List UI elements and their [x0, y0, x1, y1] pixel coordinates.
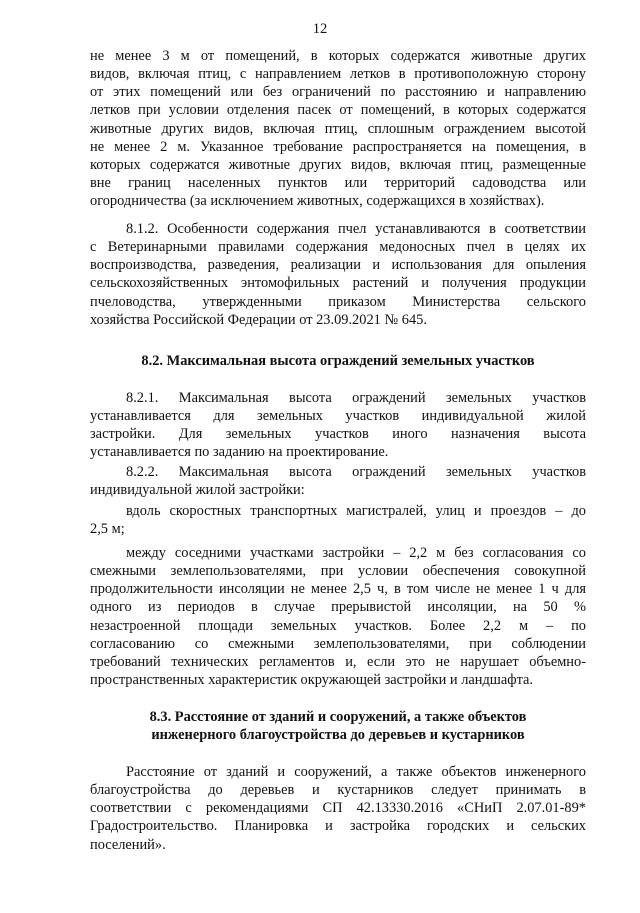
- text-line: застройки. Для земельных участков иного назначения высота: [90, 426, 586, 443]
- heading-line: 8.2. Максимальная высота ограждений земельных участков: [141, 353, 535, 369]
- text-line: 8.2.2. Максимальная высота ограждений земельных участков: [126, 464, 586, 480]
- text-line: Градостроительство. Планировка и застройка городских и сельских: [90, 818, 586, 835]
- text-line: 8.1.2. Особенности содержания пчел устанавливаются в соответствии: [126, 221, 586, 237]
- paragraph-roads: [90, 502, 586, 538]
- text-line: 2,5 м;: [90, 521, 125, 538]
- paragraph-continuation: [90, 47, 586, 210]
- text-line: огородничества (за исключением животных, содержащихся в хозяйствах).: [90, 193, 545, 210]
- text-line: животные других видов, включая птиц, сплошным ограждением высотой: [90, 120, 586, 137]
- text-line: незастроенной площади земельных участков. Более 2,2 м – по: [90, 617, 586, 634]
- page-number: 12: [312, 21, 328, 37]
- text-line: соответствии с рекомендациями СП 42.13330.2016 «СНиП 2.07.01-89*: [90, 800, 586, 817]
- paragraph-8-3: [90, 763, 586, 854]
- text-line: устанавливается по заданию на проектирование.: [90, 444, 389, 461]
- text-line: которых содержатся животные других видов, включая птиц, размещенные: [90, 156, 586, 173]
- paragraph-neighbors: [90, 544, 586, 689]
- text-line: одного из периодов в случае прерывистой инсоляции, на 50 %: [90, 599, 586, 616]
- text-line: продолжительности инсоляции не менее 2,5 ч, в том числе не менее 1 ч для: [90, 581, 586, 598]
- heading-line: 8.3. Расстояние от зданий и сооружений, а также объектов: [149, 709, 527, 725]
- text-line: смежными землепользователями, при условии обеспечения совокупной: [90, 563, 586, 580]
- text-line: пчеловодства, утвержденными приказом Министерства сельского: [90, 293, 586, 310]
- text-line: согласованию со смежными землепользователями, при соблюдении: [90, 635, 586, 652]
- text-line: сельскохозяйственных энтомофильных растений и получения продукции: [90, 275, 586, 292]
- paragraph-8-2-2: [90, 463, 586, 499]
- text-line: хозяйства Российской Федерации от 23.09.2021 № 645.: [90, 311, 427, 328]
- text-line: с Ветеринарными правилами содержания медоносных пчел в целях их: [90, 239, 586, 256]
- section-heading-8-3: [90, 708, 586, 744]
- text-line: между соседними участками застройки – 2,2 м без согласования со: [126, 545, 586, 561]
- text-line: поселений».: [90, 836, 166, 853]
- text-line: летков при условии отделения пасек от помещений, в которых содержатся: [90, 102, 586, 119]
- text-line: благоустройства до деревьев и кустарников следует принимать в: [90, 782, 586, 799]
- text-line: требований технических регламентов и, если это не нарушает объемно-: [90, 653, 586, 670]
- text-line: пространственных характеристик окружающей застройки и ландшафта.: [90, 672, 534, 689]
- paragraph-8-1-2: [90, 220, 586, 329]
- text-line: вдоль скоростных транспортных магистралей, улиц и проездов – до: [126, 503, 586, 519]
- text-line: не менее 2 м. Указанное требование распространяется на помещения, в: [90, 138, 586, 155]
- text-line: 8.2.1. Максимальная высота ограждений земельных участков: [126, 390, 586, 406]
- text-line: не менее 3 м от помещений, в которых содержатся животные других: [90, 48, 586, 64]
- text-line: устанавливается для земельных участков индивидуальной жилой: [90, 408, 586, 425]
- heading-line: инженерного благоустройства до деревьев и кустарников: [151, 727, 525, 744]
- text-line: вне границ населенных пунктов или территорий садоводства или: [90, 175, 586, 192]
- text-line: видов, включая птиц, с направлением летков в противоположную сторону: [90, 66, 586, 83]
- paragraph-8-2-1: [90, 389, 586, 462]
- text-line: от этих помещений или без ограничений по расстоянию и направлению: [90, 84, 586, 101]
- text-line: воспроизводства, разведения, реализации и использования для опыления: [90, 257, 586, 274]
- text-line: Расстояние от зданий и сооружений, а также объектов инженерного: [126, 764, 586, 780]
- text-line: индивидуальной жилой застройки:: [90, 482, 305, 499]
- section-heading-8-2: [90, 352, 586, 370]
